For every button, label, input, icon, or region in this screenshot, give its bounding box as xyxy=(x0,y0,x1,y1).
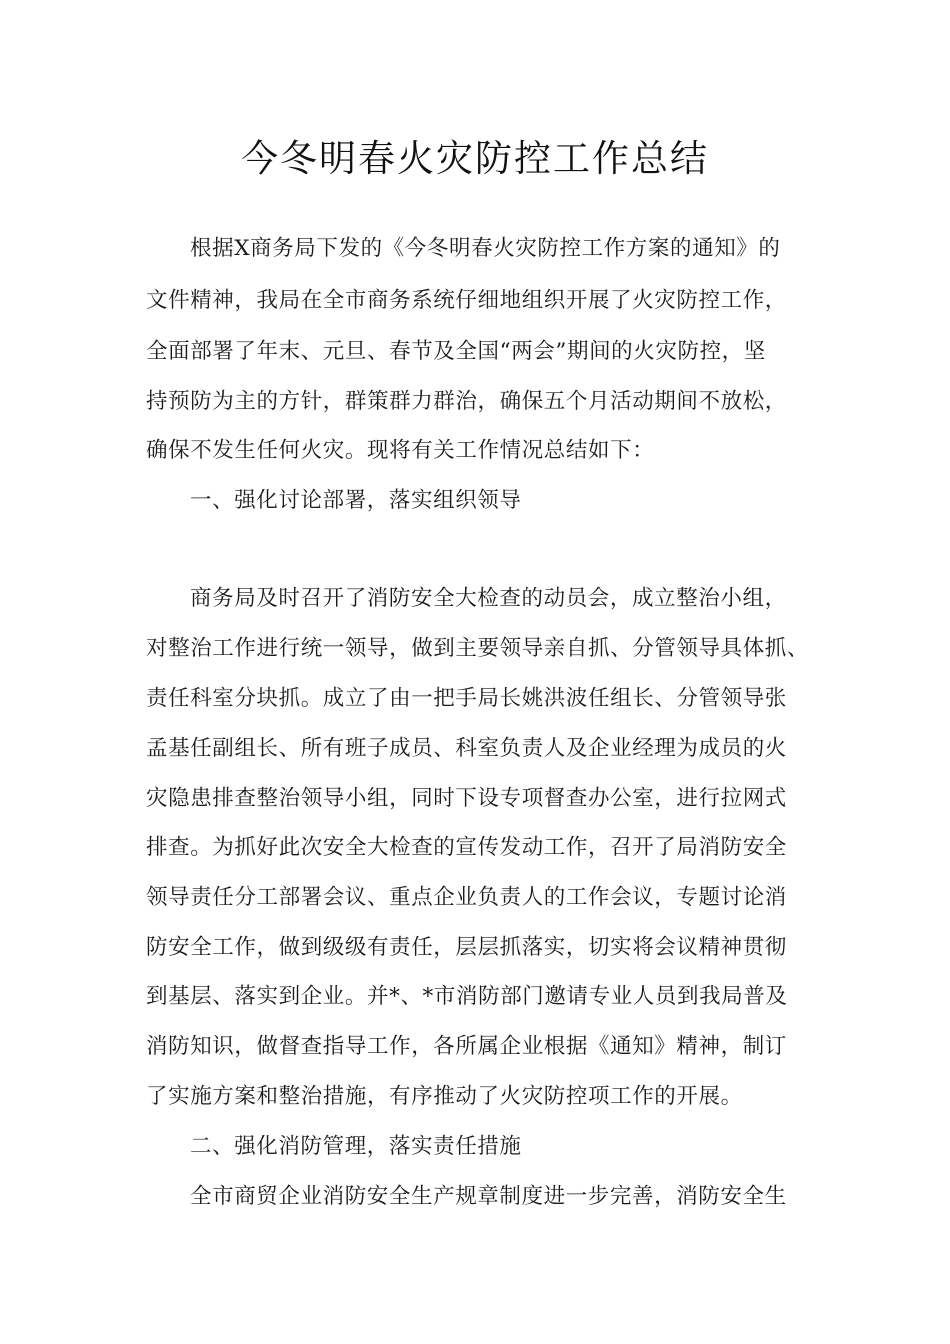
paragraph-line: 防安全工作，做到级级有责任，层层抓落实，切实将会议精神贯彻 xyxy=(146,935,787,960)
paragraph-line: 到基层、落实到企业。并*、*市消防部门邀请专业人员到我局普及 xyxy=(146,984,788,1009)
paragraph-line: 文件精神，我局在全市商务系统仔细地组织开展了火灾防控工作， xyxy=(146,288,787,313)
paragraph-line: 确保不发生任何火灾。现将有关工作情况总结如下： xyxy=(146,438,655,463)
paragraph-line: 全市商贸企业消防安全生产规章制度进一步完善，消防安全生 xyxy=(190,1184,787,1209)
paragraph-line: 全面部署了年末、元旦、春节及全国“两会”期间的火灾防控，坚 xyxy=(146,339,766,364)
paragraph-line: 责任科室分块抓。成立了由一把手局长姚洪波任组长、分管领导张 xyxy=(146,686,787,711)
paragraph-line: 排查。为抓好此次安全大检查的宣传发动工作，召开了局消防安全 xyxy=(146,835,787,860)
paragraph-line: 孟基任副组长、所有班子成员、科室负责人及企业经理为成员的火 xyxy=(146,736,787,761)
paragraph-line: 商务局及时召开了消防安全大检查的动员会，成立整治小组， xyxy=(190,586,787,611)
section-heading: 一、强化讨论部署，落实组织领导 xyxy=(190,488,522,513)
paragraph-line: 领导责任分工部署会议、重点企业负责人的工作会议，专题讨论消 xyxy=(146,885,787,910)
document-title: 今冬明春火灾防控工作总结 xyxy=(241,137,709,180)
paragraph-line: 了实施方案和整治措施，有序推动了火灾防控项工作的开展。 xyxy=(146,1084,743,1109)
paragraph-line: 灾隐患排查整治领导小组，同时下设专项督查办公室，进行拉网式 xyxy=(146,786,787,811)
paragraph-line: 消防知识，做督查指导工作，各所属企业根据《通知》精神，制订 xyxy=(146,1034,787,1059)
section-heading: 二、强化消防管理，落实责任措施 xyxy=(190,1134,522,1159)
paragraph-line: 持预防为主的方针，群策群力群治，确保五个月活动期间不放松， xyxy=(146,389,787,414)
paragraph-line: 对整治工作进行统一领导，做到主要领导亲自抓、分管领导具体抓、 xyxy=(146,636,810,661)
paragraph-line: 根据X商务局下发的《今冬明春火灾防控工作方案的通知》的 xyxy=(190,236,781,261)
